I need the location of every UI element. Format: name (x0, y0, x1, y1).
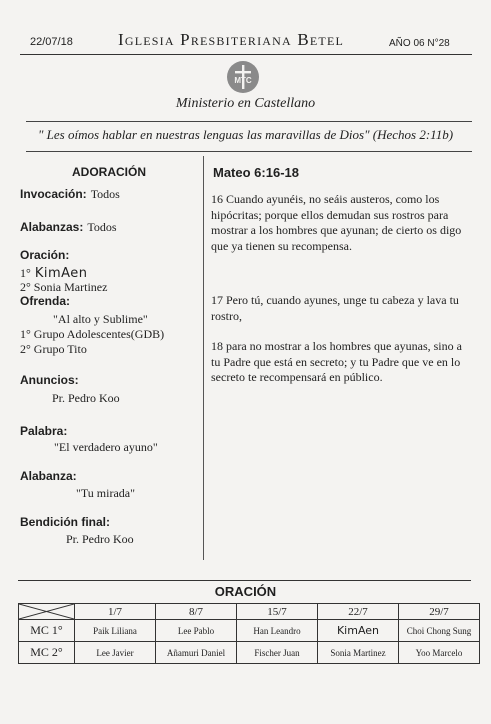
verse-16: 16 Cuando ayunéis, no seáis austeros, como los hipócritas; porque ellos demudan sus rostros para mostrar a los hombres que ayunan; de cierto os digo que ya tienen su recompensa. (211, 192, 462, 253)
schedule-cell: Yoo Marcelo (399, 642, 480, 664)
header-divider (20, 54, 472, 55)
schedule-cell: Lee Javier (75, 642, 156, 664)
date-header: 29/7 (399, 604, 480, 620)
alabanza-value: "Tu mirada" (76, 486, 136, 500)
schedule-cell: Añamuri Daniel (156, 642, 237, 664)
anuncios-value: Pr. Pedro Koo (52, 391, 120, 405)
quote-top-rule (26, 121, 472, 122)
schedule-cell: Lee Pablo (156, 620, 237, 642)
schedule-cell: Sonia Martinez (318, 642, 399, 664)
alabanza-label: Alabanza: (20, 469, 77, 483)
diagonal-line-icon (19, 604, 74, 619)
schedule-row-mc1 (19, 620, 480, 642)
verse-18: 18 para no mostrar a los hombres que ayunas, sino a tu Padre que está en secreto; y tu Padre que ve en lo secreto te recompensará en público. (211, 339, 462, 384)
schedule-cell: Fischer Juan (237, 642, 318, 664)
schedule-header-row (19, 604, 480, 620)
date-header: 22/7 (318, 604, 399, 620)
prayer-schedule-table (18, 603, 480, 664)
oracion-second: 2° Sonia Martinez (20, 280, 108, 294)
worship-heading: ADORACIÓN (72, 165, 146, 179)
ministry-title: Ministerio en Castellano (175, 96, 316, 111)
oracion-first-ordinal: 1° (20, 266, 31, 280)
ofrenda-label: Ofrenda: (20, 294, 71, 308)
verse-17: 17 Pero tú, cuando ayunes, unge tu cabeza y lava tu rostro, (211, 293, 459, 323)
church-logo-icon (226, 60, 260, 94)
palabra-label: Palabra: (20, 424, 68, 438)
church-name: Iglesia Presbiteriana Betel (118, 30, 345, 49)
bendicion-label: Bendición final: (20, 515, 110, 529)
quote-bottom-rule (26, 151, 472, 152)
oracion-first-name: KimAen (34, 266, 88, 281)
date-header: 8/7 (156, 604, 237, 620)
schedule-cell: Paik Liliana (75, 620, 156, 642)
invocacion-value: Todos (90, 187, 120, 201)
schedule-title: ORACIÓN (214, 584, 277, 599)
ofrenda-second: 2° Grupo Tito (20, 342, 87, 356)
reading-heading: Mateo 6:16-18 (213, 165, 299, 180)
invocacion-label: Invocación: (20, 187, 87, 201)
alabanzas-value: Todos (87, 220, 117, 234)
palabra-value: "El verdadero ayuno" (54, 440, 158, 454)
date-header: 15/7 (237, 604, 318, 620)
schedule-top-rule (18, 580, 471, 581)
schedule-cell: Choi Chong Sung (399, 620, 480, 642)
invocacion-row (20, 185, 120, 203)
alabanzas-row (20, 218, 117, 236)
bendicion-value: Pr. Pedro Koo (66, 532, 134, 546)
ofrenda-first: 1° Grupo Adolescentes(GDB) (20, 327, 165, 341)
alabanzas-label: Alabanzas: (20, 220, 84, 234)
ofrenda-song: "Al alto y Sublime" (53, 312, 148, 326)
date-header: 1/7 (75, 604, 156, 620)
row-label: MC 1° (19, 620, 75, 642)
issue-number: AÑO 06 N°28 (389, 38, 450, 49)
schedule-cell: Han Leandro (237, 620, 318, 642)
bulletin-date: 22/07/18 (30, 36, 73, 48)
row-label: MC 2° (19, 642, 75, 664)
schedule-row-mc2 (19, 642, 480, 664)
corner-cell (19, 604, 75, 620)
anuncios-label: Anuncios: (20, 373, 79, 387)
bible-quote: " Les oímos hablar en nuestras lenguas las maravillas de Dios" (Hechos 2:11b) (37, 127, 454, 142)
schedule-cell: KimAen (318, 620, 399, 642)
logo-text: MTC (234, 76, 252, 85)
column-divider (203, 156, 204, 560)
oracion-label: Oración: (20, 248, 70, 262)
